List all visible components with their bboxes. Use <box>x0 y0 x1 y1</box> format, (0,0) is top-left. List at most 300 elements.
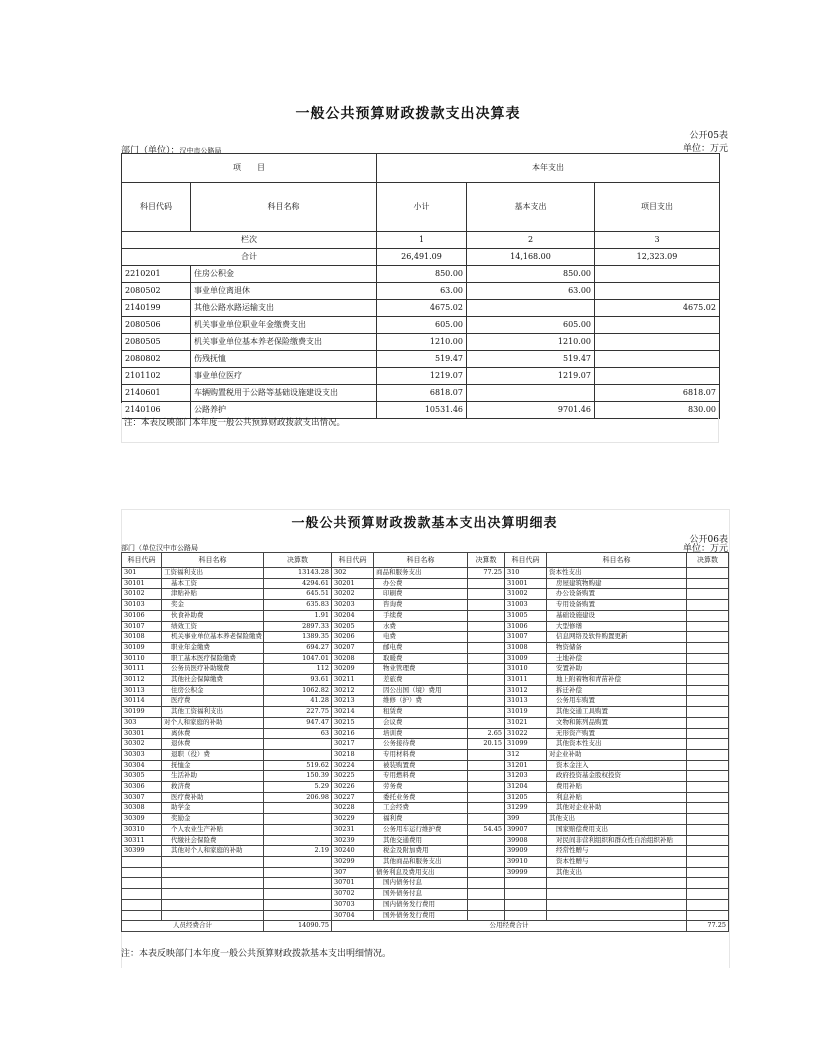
row-name: 住房公积金 <box>191 266 377 283</box>
item-amount <box>468 749 505 760</box>
row-subtotal: 1219.07 <box>377 368 467 385</box>
table2-row <box>122 792 729 803</box>
table1-row <box>122 266 720 283</box>
item-name: 土地补偿 <box>547 653 687 664</box>
total-subtotal: 26,491.09 <box>377 249 467 266</box>
item-amount: 13143.28 <box>264 568 332 579</box>
item-name: 因公出国（境）费用 <box>374 685 468 696</box>
item-amount <box>687 878 729 889</box>
item-amount <box>468 685 505 696</box>
row-subtotal: 850.00 <box>377 266 467 283</box>
item-amount: 41.28 <box>264 696 332 707</box>
row-project <box>595 351 720 368</box>
item-amount: 206.98 <box>264 792 332 803</box>
header-amount-2: 决算数 <box>468 553 505 568</box>
row-code: 2140199 <box>122 300 191 317</box>
item-amount <box>687 856 729 867</box>
item-name: 其他支出 <box>547 867 687 878</box>
item-name: 其他支出 <box>547 814 687 825</box>
item-amount <box>468 642 505 653</box>
item-code: 30224 <box>332 760 374 771</box>
item-name: 医疗费补助 <box>162 792 264 803</box>
item-name: 经常性赠与 <box>547 846 687 857</box>
item-amount <box>687 589 729 600</box>
item-amount <box>687 771 729 782</box>
table2-row <box>122 771 729 782</box>
table2-note: 注：本表反映部门本年度一般公共预算财政拨款基本支出明细情况。 <box>121 949 392 959</box>
item-code: 30103 <box>122 600 162 611</box>
item-name: 福利费 <box>374 814 468 825</box>
item-name: 工资福利支出 <box>162 568 264 579</box>
item-code: 30301 <box>122 728 162 739</box>
table1-header-row-1 <box>122 154 720 183</box>
item-name: 公务员医疗补助缴费 <box>162 664 264 675</box>
item-amount <box>687 653 729 664</box>
row-subtotal: 6818.07 <box>377 385 467 402</box>
item-code: 30107 <box>122 621 162 632</box>
item-amount: 112 <box>264 664 332 675</box>
table1-dept-name: 汉中市公路局 <box>179 147 222 155</box>
item-name: 伙食补助费 <box>162 610 264 621</box>
row-name: 事业单位医疗 <box>191 368 377 385</box>
column-index-label: 栏次 <box>122 232 377 249</box>
public-total-label: 公用经费合计 <box>332 921 687 932</box>
item-code: 31006 <box>505 621 547 632</box>
item-code: 31204 <box>505 782 547 793</box>
table2-row <box>122 835 729 846</box>
item-name: 印刷费 <box>374 589 468 600</box>
row-project <box>595 283 720 300</box>
column-index-1: 1 <box>377 232 467 249</box>
row-project <box>595 266 720 283</box>
table1-unit: 单位：万元 <box>682 144 728 154</box>
item-code: 30299 <box>332 856 374 867</box>
item-name: 维修（护）费 <box>374 696 468 707</box>
table2-row <box>122 814 729 825</box>
table2-row <box>122 739 729 750</box>
item-amount <box>687 899 729 910</box>
item-code: 30212 <box>332 685 374 696</box>
row-code: 2080802 <box>122 351 191 368</box>
item-amount: 4294.61 <box>264 578 332 589</box>
item-code: 30113 <box>122 685 162 696</box>
item-name: 信息网络及软件购置更新 <box>547 632 687 643</box>
table2-row <box>122 856 729 867</box>
item-amount <box>687 707 729 718</box>
table2-row <box>122 760 729 771</box>
item-name: 代缴社会保险费 <box>162 835 264 846</box>
row-name: 伤残抚恤 <box>191 351 377 368</box>
item-amount: 2.65 <box>468 728 505 739</box>
item-amount: 1062.82 <box>264 685 332 696</box>
item-name <box>547 899 687 910</box>
item-code: 30240 <box>332 846 374 857</box>
table1-row <box>122 317 720 334</box>
item-code: 31001 <box>505 578 547 589</box>
row-subtotal: 10531.46 <box>377 402 467 419</box>
item-code: 30201 <box>332 578 374 589</box>
item-name: 退职（役）费 <box>162 749 264 760</box>
table2-header-row <box>122 553 729 568</box>
item-code: 30302 <box>122 739 162 750</box>
item-name: 文物和陈列品购置 <box>547 717 687 728</box>
item-amount <box>264 824 332 835</box>
item-name: 水费 <box>374 621 468 632</box>
item-name: 安置补助 <box>547 664 687 675</box>
item-name: 工会经费 <box>374 803 468 814</box>
table2-row <box>122 824 729 835</box>
item-name: 取暖费 <box>374 653 468 664</box>
item-name: 地上附着物和青苗补偿 <box>547 675 687 686</box>
item-amount <box>687 739 729 750</box>
table2-row <box>122 632 729 643</box>
item-amount <box>687 749 729 760</box>
item-amount <box>264 878 332 889</box>
item-amount <box>468 878 505 889</box>
header-code: 科目代码 <box>122 183 191 232</box>
header-current-year: 本年支出 <box>377 154 720 183</box>
item-code: 30704 <box>332 910 374 921</box>
item-name: 公务用车购置 <box>547 696 687 707</box>
item-code: 30303 <box>122 749 162 760</box>
item-amount <box>687 867 729 878</box>
row-basic: 605.00 <box>467 317 595 334</box>
table2-summary-row <box>122 921 729 932</box>
row-project <box>595 334 720 351</box>
item-code: 30114 <box>122 696 162 707</box>
item-code <box>122 910 162 921</box>
item-amount <box>687 835 729 846</box>
item-code: 31021 <box>505 717 547 728</box>
item-amount: 645.51 <box>264 589 332 600</box>
item-name: 手续费 <box>374 610 468 621</box>
table2-row <box>122 782 729 793</box>
item-code: 31013 <box>505 696 547 707</box>
item-code: 310 <box>505 568 547 579</box>
item-name <box>162 856 264 867</box>
header-subtotal: 小计 <box>377 183 467 232</box>
item-amount <box>687 642 729 653</box>
item-amount: 63 <box>264 728 332 739</box>
item-name: 公务接待费 <box>374 739 468 750</box>
table2-row <box>122 803 729 814</box>
table2-row <box>122 899 729 910</box>
row-basic: 63.00 <box>467 283 595 300</box>
table1-row <box>122 300 720 317</box>
item-amount <box>468 782 505 793</box>
table2-row <box>122 578 729 589</box>
item-amount <box>264 749 332 760</box>
item-amount <box>687 792 729 803</box>
item-name <box>162 899 264 910</box>
item-code: 30109 <box>122 642 162 653</box>
item-name: 其他社会保障缴费 <box>162 675 264 686</box>
item-amount <box>468 653 505 664</box>
header-code-1: 科目代码 <box>122 553 162 568</box>
item-amount <box>264 899 332 910</box>
item-code: 30199 <box>122 707 162 718</box>
table2-row <box>122 589 729 600</box>
item-code: 31299 <box>505 803 547 814</box>
item-name: 债务利息及费用支出 <box>374 867 468 878</box>
row-name: 公路养护 <box>191 402 377 419</box>
item-code: 30304 <box>122 760 162 771</box>
table2-row <box>122 728 729 739</box>
item-code: 31099 <box>505 739 547 750</box>
item-amount <box>468 610 505 621</box>
item-name: 机关事业单位基本养老保险缴费 <box>162 632 264 643</box>
table2-title: 一般公共预算财政拨款基本支出决算明细表 <box>291 516 558 531</box>
item-code: 31002 <box>505 589 547 600</box>
item-code: 399 <box>505 814 547 825</box>
header-item: 项 目 <box>122 154 377 183</box>
table1-row <box>122 368 720 385</box>
item-name: 助学金 <box>162 803 264 814</box>
item-code: 30209 <box>332 664 374 675</box>
item-amount <box>468 707 505 718</box>
row-subtotal: 4675.02 <box>377 300 467 317</box>
item-name: 国外债务付息 <box>374 889 468 900</box>
row-name: 其他公路水路运输支出 <box>191 300 377 317</box>
row-project: 830.00 <box>595 402 720 419</box>
item-name: 国家赔偿费用支出 <box>547 824 687 835</box>
item-amount: 77.25 <box>468 568 505 579</box>
table2-row <box>122 910 729 921</box>
item-amount <box>264 803 332 814</box>
item-code: 30702 <box>332 889 374 900</box>
table2-row <box>122 568 729 579</box>
item-name: 奖金 <box>162 600 264 611</box>
item-name: 资本性赠与 <box>547 856 687 867</box>
item-amount <box>468 867 505 878</box>
row-name: 事业单位离退休 <box>191 283 377 300</box>
item-code: 30309 <box>122 814 162 825</box>
item-amount: 227.75 <box>264 707 332 718</box>
row-subtotal: 605.00 <box>377 317 467 334</box>
item-name: 政府投资基金股权投资 <box>547 771 687 782</box>
item-amount: 20.15 <box>468 739 505 750</box>
item-code <box>122 867 162 878</box>
item-code: 30110 <box>122 653 162 664</box>
item-code: 30308 <box>122 803 162 814</box>
item-name: 职业年金缴费 <box>162 642 264 653</box>
table1-total-row <box>122 249 720 266</box>
item-code: 30225 <box>332 771 374 782</box>
table2-unit: 单位：万元 <box>682 544 728 554</box>
item-name: 其他工资福利支出 <box>162 707 264 718</box>
item-amount <box>687 728 729 739</box>
row-name: 机关事业单位职业年金缴费支出 <box>191 317 377 334</box>
table1-note: 注：本表反映部门本年度一般公共预算财政拨款支出情况。 <box>121 403 719 443</box>
item-code: 31022 <box>505 728 547 739</box>
table2-row <box>122 889 729 900</box>
item-amount <box>687 568 729 579</box>
item-code: 30231 <box>332 824 374 835</box>
header-amount-1: 决算数 <box>264 553 332 568</box>
item-amount <box>468 578 505 589</box>
row-basic <box>467 300 595 317</box>
item-code: 39907 <box>505 824 547 835</box>
item-name: 救济费 <box>162 782 264 793</box>
item-name: 其他交通费用 <box>374 835 468 846</box>
item-code <box>122 878 162 889</box>
item-amount <box>264 856 332 867</box>
item-name: 医疗费 <box>162 696 264 707</box>
total-basic: 14,168.00 <box>467 249 595 266</box>
item-code: 31005 <box>505 610 547 621</box>
item-name <box>547 889 687 900</box>
item-code: 31009 <box>505 653 547 664</box>
item-name: 其他商品和服务支出 <box>374 856 468 867</box>
item-amount <box>468 899 505 910</box>
item-name: 无形资产购置 <box>547 728 687 739</box>
item-name: 物业管理费 <box>374 664 468 675</box>
item-name: 差旅费 <box>374 675 468 686</box>
item-code: 31008 <box>505 642 547 653</box>
item-amount <box>468 664 505 675</box>
item-code <box>505 899 547 910</box>
item-amount: 694.27 <box>264 642 332 653</box>
item-amount: 2.19 <box>264 846 332 857</box>
item-name: 大型修缮 <box>547 621 687 632</box>
table1-column-index-row <box>122 232 720 249</box>
row-project: 6818.07 <box>595 385 720 402</box>
column-index-3: 3 <box>595 232 720 249</box>
item-amount <box>687 814 729 825</box>
item-amount <box>264 867 332 878</box>
item-code <box>122 889 162 900</box>
item-name: 会议费 <box>374 717 468 728</box>
item-name: 国内债务付息 <box>374 878 468 889</box>
row-project: 4675.02 <box>595 300 720 317</box>
item-amount: 947.47 <box>264 717 332 728</box>
table2-row <box>122 707 729 718</box>
item-name: 商品和服务支出 <box>374 568 468 579</box>
item-name: 基本工资 <box>162 578 264 589</box>
row-basic: 1210.00 <box>467 334 595 351</box>
item-name: 劳务费 <box>374 782 468 793</box>
item-code: 31010 <box>505 664 547 675</box>
item-amount <box>264 910 332 921</box>
item-amount <box>687 610 729 621</box>
total-project: 12,323.09 <box>595 249 720 266</box>
row-subtotal: 1210.00 <box>377 334 467 351</box>
item-name: 对民间非营利组织和群众性自治组织补贴 <box>547 835 687 846</box>
item-name: 其他交通工具购置 <box>547 707 687 718</box>
header-name-1: 科目名称 <box>162 553 264 568</box>
item-code: 30213 <box>332 696 374 707</box>
item-amount: 5.29 <box>264 782 332 793</box>
item-amount <box>468 792 505 803</box>
item-amount <box>687 782 729 793</box>
item-name: 利息补贴 <box>547 792 687 803</box>
item-code: 30703 <box>332 899 374 910</box>
item-amount <box>687 910 729 921</box>
item-amount <box>687 621 729 632</box>
header-amount-3: 决算数 <box>687 553 729 568</box>
item-amount <box>687 664 729 675</box>
header-code-3: 科目代码 <box>505 553 547 568</box>
item-name: 国外债务发行费用 <box>374 910 468 921</box>
table2-row <box>122 675 729 686</box>
public-total-value: 77.25 <box>687 921 729 932</box>
item-amount <box>468 760 505 771</box>
item-amount <box>687 675 729 686</box>
table2-row <box>122 749 729 760</box>
item-amount <box>687 889 729 900</box>
item-amount <box>687 846 729 857</box>
table1-row <box>122 351 720 368</box>
item-code: 31201 <box>505 760 547 771</box>
table2-row <box>122 642 729 653</box>
table2-row <box>122 600 729 611</box>
item-amount <box>687 717 729 728</box>
item-amount <box>468 856 505 867</box>
row-basic: 519.47 <box>467 351 595 368</box>
row-basic <box>467 385 595 402</box>
item-name <box>162 889 264 900</box>
item-name <box>162 910 264 921</box>
item-code: 39910 <box>505 856 547 867</box>
item-amount <box>468 846 505 857</box>
item-amount <box>468 835 505 846</box>
item-code: 30101 <box>122 578 162 589</box>
table1-form-number: 公开05表 <box>689 131 728 141</box>
item-amount <box>468 717 505 728</box>
item-code: 31011 <box>505 675 547 686</box>
table2-row <box>122 878 729 889</box>
item-amount <box>468 696 505 707</box>
item-amount: 519.62 <box>264 760 332 771</box>
table2-form-number: 公开06表 <box>689 535 728 545</box>
item-code: 30208 <box>332 653 374 664</box>
item-amount <box>264 814 332 825</box>
item-code: 30226 <box>332 782 374 793</box>
item-name: 专用燃料费 <box>374 771 468 782</box>
item-code <box>122 856 162 867</box>
item-name <box>162 867 264 878</box>
item-code: 30311 <box>122 835 162 846</box>
item-amount <box>687 685 729 696</box>
item-amount: 150.39 <box>264 771 332 782</box>
item-name: 绩效工资 <box>162 621 264 632</box>
item-amount <box>468 889 505 900</box>
item-code: 31019 <box>505 707 547 718</box>
table2-row <box>122 653 729 664</box>
row-project <box>595 317 720 334</box>
item-amount: 635.83 <box>264 600 332 611</box>
item-code <box>122 899 162 910</box>
item-name <box>547 878 687 889</box>
item-code: 31007 <box>505 632 547 643</box>
item-name: 培训费 <box>374 728 468 739</box>
table1-title: 一般公共预算财政拨款支出决算表 <box>295 106 521 122</box>
item-name: 对个人和家庭的补助 <box>162 717 264 728</box>
item-name: 其他对个人和家庭的补助 <box>162 846 264 857</box>
table2 <box>121 552 729 932</box>
item-code: 30216 <box>332 728 374 739</box>
item-name <box>162 878 264 889</box>
item-name: 国内债务发行费用 <box>374 899 468 910</box>
item-amount <box>264 739 332 750</box>
item-name: 拆迁补偿 <box>547 685 687 696</box>
header-basic: 基本支出 <box>467 183 595 232</box>
table2-row <box>122 664 729 675</box>
item-code: 30205 <box>332 621 374 632</box>
item-code: 30228 <box>332 803 374 814</box>
table2-row <box>122 610 729 621</box>
row-code: 2210201 <box>122 266 191 283</box>
